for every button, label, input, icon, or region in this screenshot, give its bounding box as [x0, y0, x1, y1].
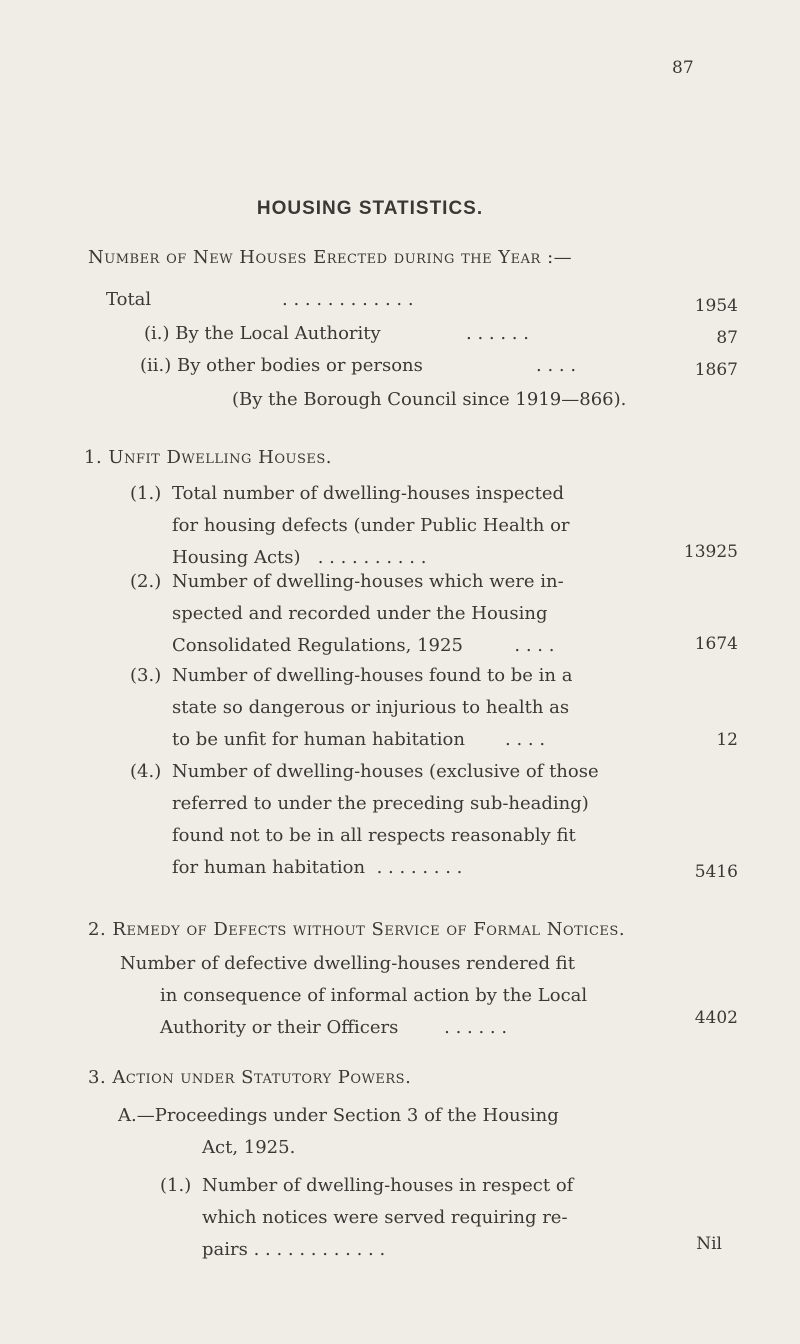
- item-value: 5416: [694, 862, 738, 882]
- other-bodies-label: (ii.) By other bodies or persons: [140, 355, 423, 376]
- section-1-heading: 1. Unfit Dwelling Houses.: [84, 447, 332, 468]
- item-value: 13925: [683, 542, 738, 562]
- section-2-text: Number of defective dwelling-houses rendered fit in consequence of informal action by the Local Authority or their Officers . . . . . .: [120, 953, 588, 1038]
- list-item-text: Number of dwelling-houses (exclusive of those referred to under the preceding sub-heading) found not to be in all respects reasonably fit for human habitation . . . . . . . .: [172, 761, 599, 878]
- list-item-text: Total number of dwelling-houses inspected for housing defects (under Public Health or Housing Acts) . . . . . . . . . .: [172, 483, 570, 568]
- page-number: 87: [672, 58, 694, 78]
- list-item-text: Number of dwelling-houses found to be in a state so dangerous or injurious to health as to be unfit for human habitation . . . .: [172, 665, 573, 750]
- item-value: 1674: [694, 634, 738, 654]
- section-3-subheading: A.—Proceedings under Section 3 of the Housing Act, 1925.: [118, 1105, 559, 1158]
- local-authority-label: (i.) By the Local Authority: [144, 323, 381, 344]
- section-2-value: 4402: [694, 1008, 738, 1028]
- list-item-text: Number of dwelling-houses which were in- spected and recorded under the Housing Consolidated Regulations, 1925 . . . .: [172, 571, 564, 656]
- other-bodies-dots: . . . .: [536, 355, 577, 376]
- item-value: 12: [716, 730, 738, 750]
- item-number: (1.): [160, 1175, 192, 1196]
- total-value: 1954: [694, 296, 738, 316]
- local-authority-dots: . . . . . .: [466, 323, 529, 344]
- section-2-heading: 2. Remedy of Defects without Service of Formal Notices.: [88, 919, 626, 940]
- new-houses-heading: Number of New Houses Erected during the Year :—: [88, 247, 573, 268]
- item-number: (1.): [130, 483, 162, 504]
- borough-council-note: (By the Borough Council since 1919—866).: [232, 389, 627, 410]
- page-title: HOUSING STATISTICS.: [256, 198, 484, 219]
- item-number: (3.): [130, 665, 162, 686]
- list-item-text: Number of dwelling-houses in respect of which notices were served requiring re- pairs . . . . . . . . . . . .: [202, 1175, 574, 1260]
- item-number: (4.): [130, 761, 162, 782]
- total-dots: . . . . . . . . . . . .: [282, 289, 414, 310]
- other-bodies-value: 1867: [694, 360, 738, 380]
- item-value: Nil: [696, 1234, 722, 1254]
- section-3-heading: 3. Action under Statutory Powers.: [88, 1067, 412, 1088]
- item-number: (2.): [130, 571, 162, 592]
- total-label: Total: [106, 289, 152, 310]
- local-authority-value: 87: [716, 328, 738, 348]
